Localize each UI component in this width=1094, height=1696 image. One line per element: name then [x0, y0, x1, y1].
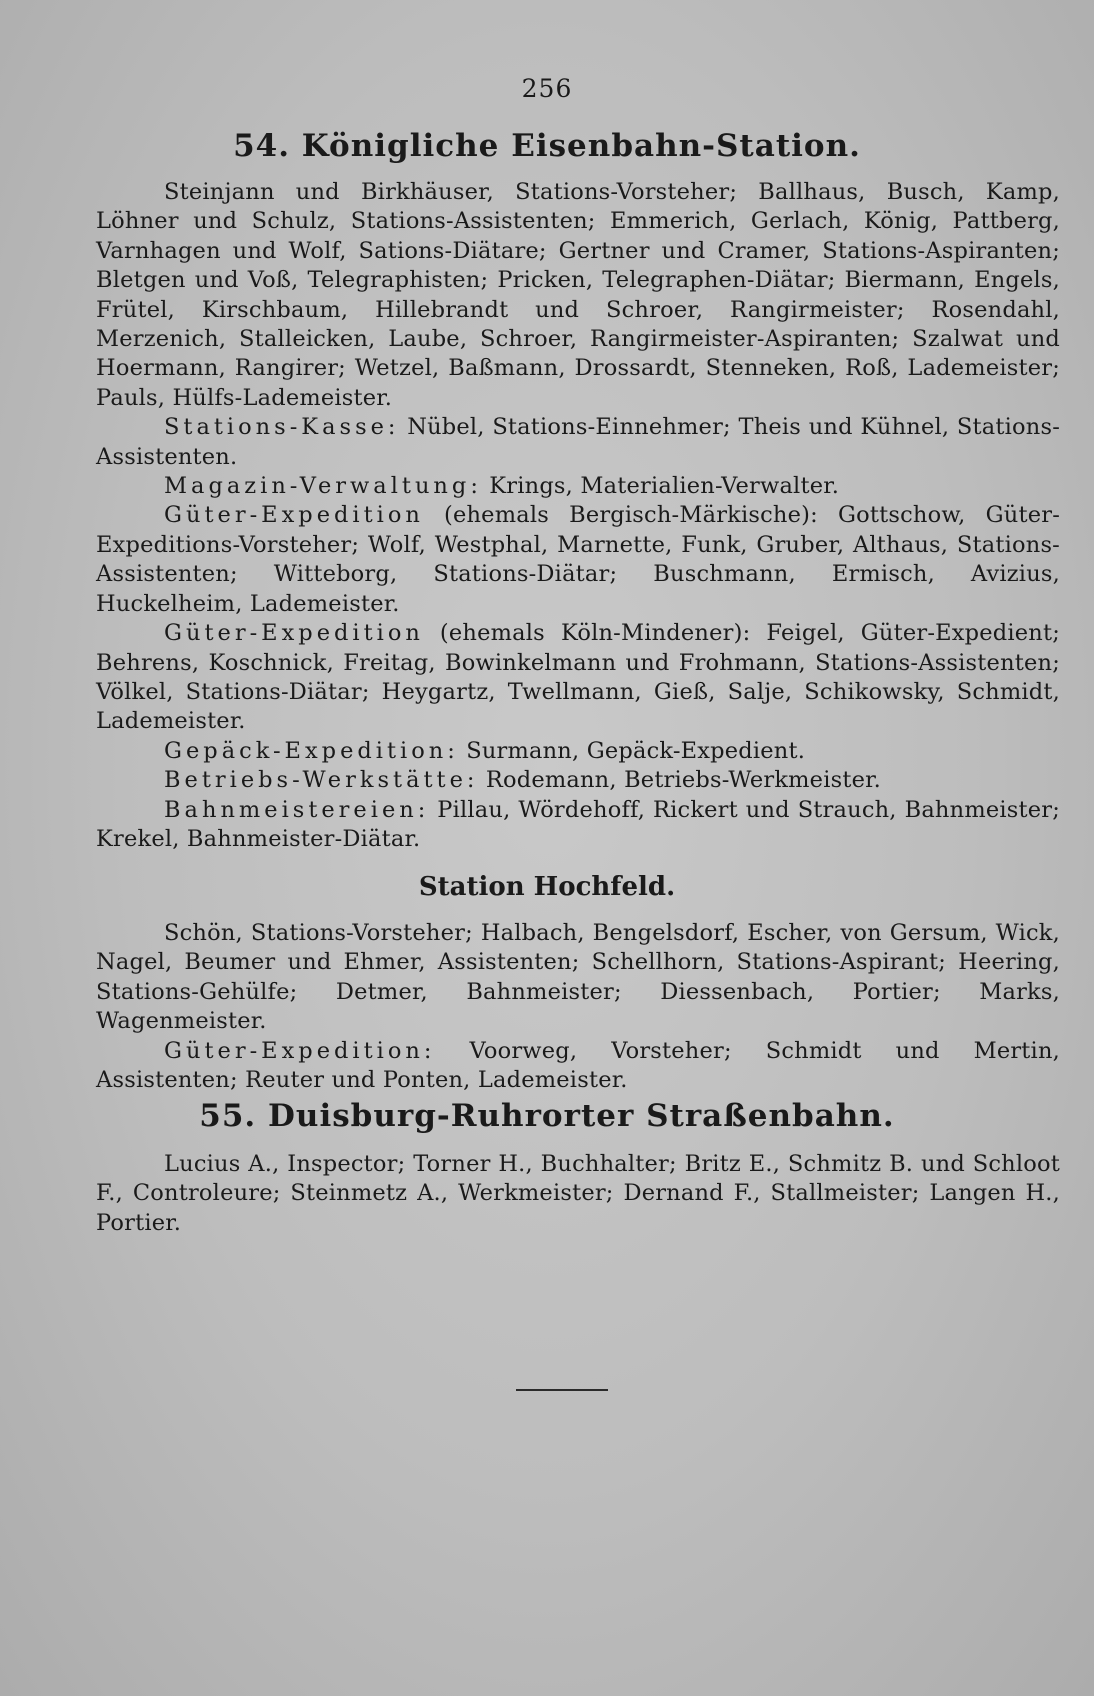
gueter-expedition-paragraph: [96, 1037, 1060, 1096]
page-number: 256: [521, 74, 573, 103]
paragraph-text: Surmann, Gepäck-Expedient.: [466, 737, 806, 764]
paragraph-label: Güter-Expedition:: [164, 1037, 436, 1064]
paragraph-text: Lucius A., Inspector; Torner H., Buchhalter; Britz E., Schmitz B. und Schloot F., Controleure; Steinmetz A., Werkmeister; Dernand F., Stallmeister; Langen H., Portier.: [96, 1151, 1060, 1236]
section-heading-eisenbahn-station: 54. Königliche Eisenbahn-Station.: [233, 128, 861, 164]
paragraph-text: Steinjann und Birkhäuser, Stations-Vorsteher; Ballhaus, Busch, Kamp, Löhner und Schulz, Stations-Assistenten; Emmerich, Gerlach, König, Pattberg, Varnhagen und Wolf, Sations-Diätare; Gertner und Cramer, Stations-Aspiranten; Bletgen und Voß, Telegraphisten; Pricken, Telegraphen-Diätar; Biermann, Engels, Frütel, Kirschbaum, Hillebrandt und Schroer, Rangirmeister; Rosendahl, Merzenich, Stalleicken, Laube, Schroer, Rangirmeister-Aspiranten; Szalwat und Hoermann, Rangirer; Wetzel, Baßmann, Drossardt, Stenneken, Roß, Lademeister; Pauls, Hülfs-Lademeister.: [96, 179, 1060, 411]
magazin-verwaltung-paragraph: [96, 472, 1060, 501]
paragraph-label: Bahnmeistereien:: [164, 796, 430, 823]
paragraph-label: Magazin-Verwaltung:: [164, 473, 482, 500]
section-heading-station-hochfeld: Station Hochfeld.: [418, 872, 676, 902]
bahnmeistereien-paragraph: [96, 796, 1060, 855]
closing-rule: [516, 1389, 608, 1391]
section-body-station-hochfeld: [96, 919, 1060, 1095]
section-heading-strassenbahn: 55. Duisburg-Ruhrorter Straßenbahn.: [199, 1098, 895, 1134]
gueter-expedition-koeln-paragraph: [96, 619, 1060, 737]
paragraph-text: Krings, Materialien-Verwalter.: [489, 473, 840, 500]
paragraph-text: Rodemann, Betriebs-Werkmeister.: [485, 767, 881, 794]
paragraph-text: (ehemals Köln-Mindener): Feigel, Güter-Expedient; Behrens, Koschnick, Freitag, Bowinkelmann und Frohmann, Stations-Assistenten; Völkel, Stations-Diätar; Heygartz, Twellmann, Gieß, Salje, Schikowsky, Schmidt, Lademeister.: [96, 620, 1060, 735]
paragraph-text: Schön, Stations-Vorsteher; Halbach, Bengelsdorf, Escher, von Gersum, Wick, Nagel, Beumer und Ehmer, Assistenten; Schellhorn, Stations-Aspirant; Heering, Stations-Gehülfe; Detmer, Bahnmeister; Diessenbach, Portier; Marks, Wagenmeister.: [96, 920, 1060, 1035]
staff-paragraph: [96, 919, 1060, 1037]
gepaeck-expedition-paragraph: [96, 737, 1060, 766]
paragraph-label: Güter-Expedition: [164, 502, 424, 529]
paragraph-label: Gepäck-Expedition:: [164, 737, 459, 764]
gueter-expedition-bergisch-paragraph: [96, 501, 1060, 619]
staff-paragraph: [96, 1150, 1060, 1238]
betriebs-werkstaette-paragraph: [96, 766, 1060, 795]
paragraph-label: Stations-Kasse:: [164, 414, 400, 441]
section-body-strassenbahn: [96, 1150, 1060, 1238]
stations-kasse-paragraph: [96, 413, 1060, 472]
paragraph-label: Betriebs-Werkstätte:: [164, 767, 479, 794]
paragraph-text: Voorweg, Vorsteher; Schmidt und Mertin, Assistenten; Reuter und Ponten, Lademeister.: [96, 1037, 1060, 1094]
paragraph-label: Güter-Expedition: [164, 620, 424, 647]
paragraph-text: Pillau, Wördehoff, Rickert und Strauch, Bahnmeister; Krekel, Bahnmeister-Diätar.: [96, 796, 1061, 852]
paragraph-text: Nübel, Stations-Einnehmer; Theis und Kühnel, Stations-Assistenten.: [96, 414, 1060, 470]
section-body-eisenbahn-station: [96, 178, 1060, 854]
paragraph-text: (ehemals Bergisch-Märkische): Gottschow, Güter-Expeditions-Vorsteher; Wolf, Westphal, Marnette, Funk, Gruber, Althaus, Stations-Assistenten; Witteborg, Stations-Diätar; Buschmann, Ermisch, Avizius, Huckelheim, Lademeister.: [96, 502, 1060, 617]
staff-paragraph: [96, 178, 1060, 413]
